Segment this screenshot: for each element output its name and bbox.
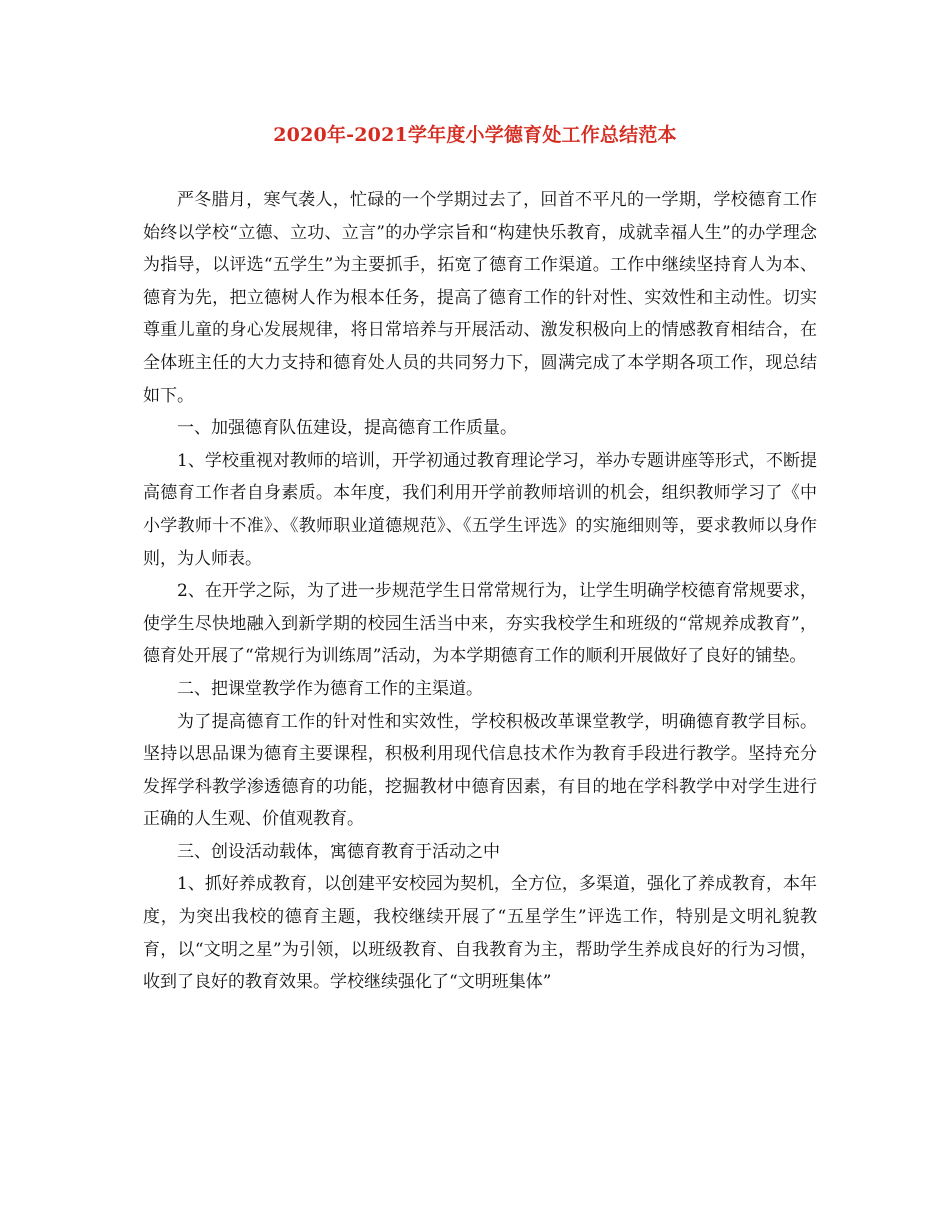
paragraph-intro: 严冬腊月，寒气袭人，忙碌的一个学期过去了，回首不平凡的一学期，学校德育工作始终以学校“立德、立功、立言”的办学宗旨和“构建快乐教育，成就幸福人生”的办学理念为指导，以评选“五学生”为主要抓手，拓宽了德育工作渠道。工作中继续坚持育人为本、德育为先，把立德树人作为根本任务，提高了德育工作的针对性、实效性和主动性。切实尊重儿童的身心发展规律，将日常培养与开展活动、激发积极向上的情感教育相结合，在全体班主任的大力支持和德育处人员的共同努力下，圆满完成了本学期各项工作，现总结如下。 [143,190,817,406]
section-heading-2: 二、把课堂教学作为德育工作的主渠道。 [177,678,483,699]
paragraph-1-2: 2、在开学之际，为了进一步规范学生日常常规行为，让学生明确学校德育常规要求，使学生尽快地融入到新学期的校园生活当中来，夯实我校学生和班级的“常规养成教育”，德育处开展了“常规行为训练周”活动，为本学期德育工作的顺利开展做好了良好的铺垫。 [143,581,817,667]
document-title: 2020年-2021学年度小学德育处工作总结范本 [273,124,677,146]
paragraph-1-1: 1、学校重视对教师的培训，开学初通过教育理论学习，举办专题讲座等形式，不断提高德育工作者自身素质。本年度，我们利用开学前教师培训的机会，组织教师学习了《中小学教师十不准》、《教师职业道德规范》、《五学生评选》的实施细则等，要求教师以身作则，为人师表。 [143,450,817,569]
paragraph-2: 为了提高德育工作的针对性和实效性，学校积极改革课堂教学，明确德育教学目标。坚持以思品课为德育主要课程，积极利用现代信息技术作为教育手段进行教学。坚持充分发挥学科教学渗透德育的功能，挖掘教材中德育因素，有目的地在学科教学中对学生进行正确的人生观、价值观教育。 [143,711,817,830]
paragraph-3-1: 1、抓好养成教育，以创建平安校园为契机，全方位，多渠道，强化了养成教育，本年度，为突出我校的德育主题，我校继续开展了“五星学生”评选工作，特别是文明礼貌教育，以“文明之星”为引领，以班级教育、自我教育为主，帮助学生养成良好的行为习惯，收到了良好的教育效果。学校继续强化了“文明班集体” [143,874,817,993]
section-heading-3: 三、创设活动载体，寓德育教育于活动之中 [177,841,500,862]
document-body [143,184,817,999]
section-heading-1: 一、加强德育队伍建设，提高德育工作质量。 [177,418,517,439]
